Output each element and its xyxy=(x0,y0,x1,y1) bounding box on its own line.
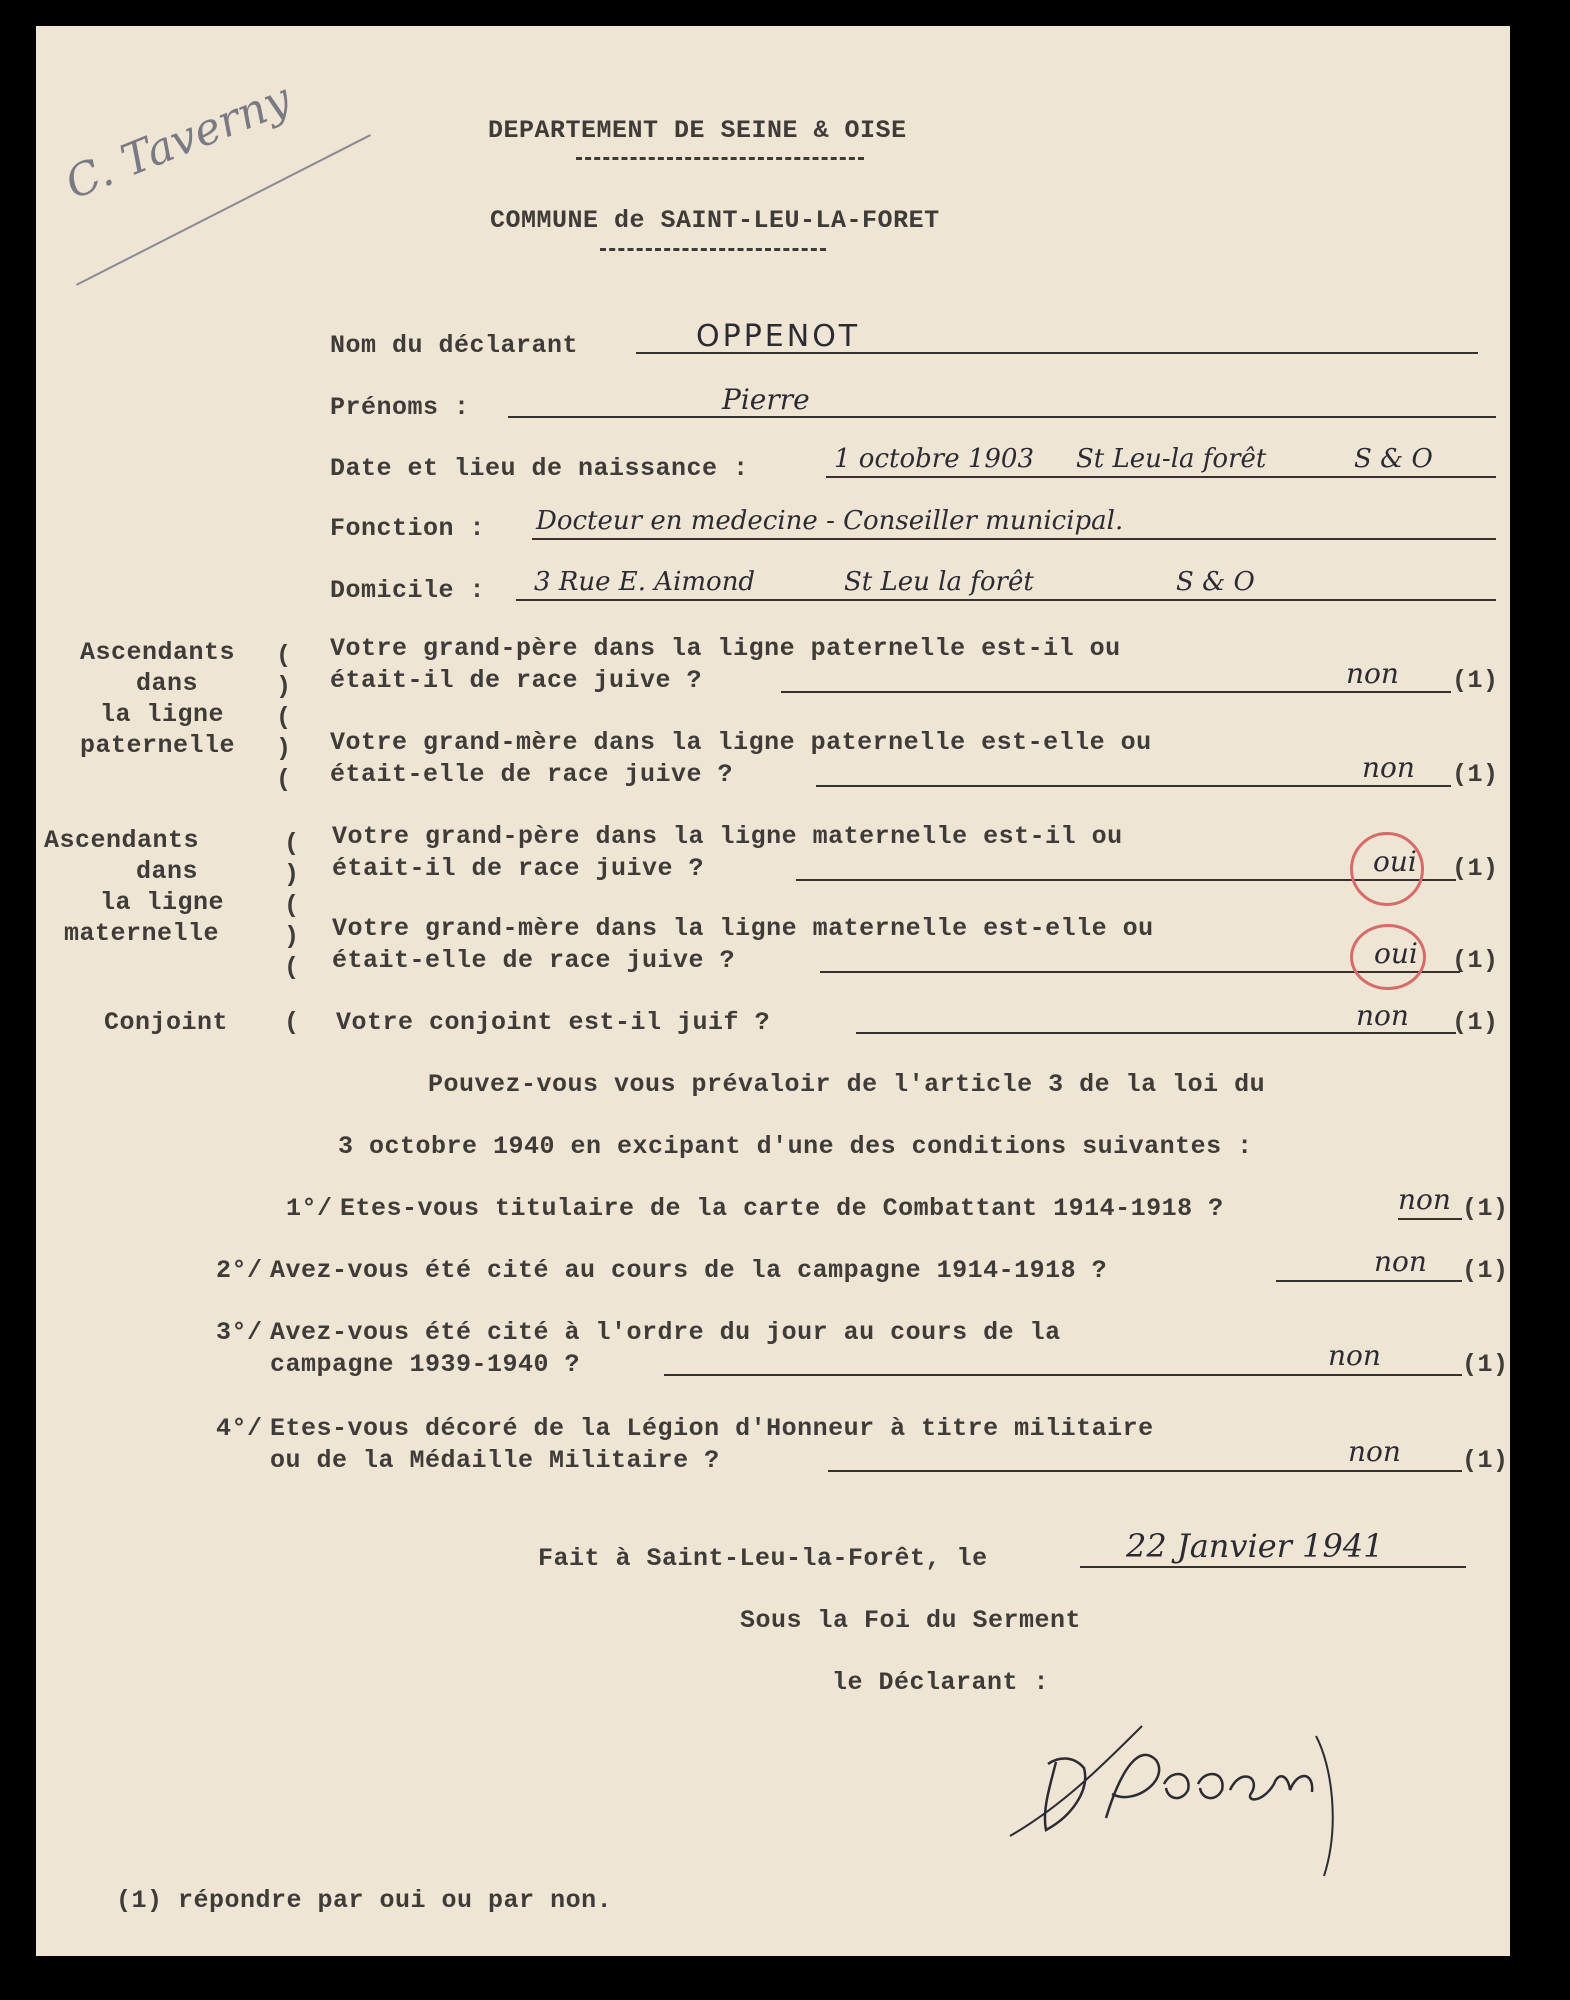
maternal-q2-answer: oui xyxy=(1374,937,1418,970)
footnote-ref: (1) xyxy=(1462,1194,1509,1223)
paternal-q2-line2: était-elle de race juive ? xyxy=(330,760,734,789)
domicile-label: Domicile : xyxy=(330,576,486,605)
naissance-date: 1 octobre 1903 xyxy=(834,444,1035,474)
footnote-ref: (1) xyxy=(1452,946,1499,975)
paternal-q1-answer: non xyxy=(1346,657,1399,690)
red-circle-mark xyxy=(1350,832,1424,906)
condition-4-question-line1: Etes-vous décoré de la Légion d'Honneur à titre militaire xyxy=(270,1414,1154,1443)
condition-3-question-line2: campagne 1939-1940 ? xyxy=(270,1350,581,1379)
domicile-adresse: 3 Rue E. Aimond xyxy=(534,567,756,597)
maternal-brace: ( ) ( ) ( xyxy=(284,829,300,982)
maternal-side-label-1: Ascendants xyxy=(44,826,200,855)
article-line-2: 3 octobre 1940 en excipant d'une des conditions suivantes : xyxy=(338,1132,1253,1161)
condition-1-question: Etes-vous titulaire de la carte de Combattant 1914-1918 ? xyxy=(340,1194,1224,1223)
maternal-side-label-3: la ligne xyxy=(100,888,225,917)
footnote-ref: (1) xyxy=(1452,760,1499,789)
maternal-side-label-2: dans xyxy=(136,857,199,886)
maternal-side-label-4: maternelle xyxy=(64,919,220,948)
paternal-brace: ( ) ( ) ( xyxy=(276,641,292,794)
serment-text: Sous la Foi du Serment xyxy=(740,1606,1082,1635)
condition-4-number: 4°/ xyxy=(216,1414,263,1443)
condition-3-answer: non xyxy=(1328,1339,1381,1372)
conjoint-side-label: Conjoint xyxy=(104,1008,229,1037)
fonction-line xyxy=(532,538,1496,540)
paternal-q1-line2: était-il de race juive ? xyxy=(330,666,703,695)
department-heading: DEPARTEMENT DE SEINE & OISE xyxy=(488,116,907,145)
prenoms-value: Pierre xyxy=(722,383,810,416)
condition-3-question-line1: Avez-vous été cité à l'ordre du jour au cours de la xyxy=(270,1318,1061,1347)
paternal-q1-line xyxy=(781,691,1451,693)
document-sheet xyxy=(36,26,1510,1956)
naissance-dept: S & O xyxy=(1354,444,1433,474)
condition-2-answer: non xyxy=(1374,1245,1427,1278)
paternal-q1-line1: Votre grand-père dans la ligne paternelle est-il ou xyxy=(330,634,1121,663)
condition-4-question-line2: ou de la Médaille Militaire ? xyxy=(270,1446,720,1475)
condition-2-line xyxy=(1276,1280,1462,1282)
domicile-ville: St Leu la forêt xyxy=(844,567,1034,597)
domicile-dept: S & O xyxy=(1176,567,1255,597)
paternal-side-label-4: paternelle xyxy=(80,731,236,760)
maternal-q1-line1: Votre grand-père dans la ligne maternelle est-il ou xyxy=(332,822,1123,851)
paternal-side-label-2: dans xyxy=(136,669,199,698)
maternal-q1-answer: oui xyxy=(1373,845,1417,878)
paternal-q2-line1: Votre grand-mère dans la ligne paternelle est-elle ou xyxy=(330,728,1152,757)
red-circle-mark xyxy=(1350,924,1426,990)
date-value: 22 Janvier 1941 xyxy=(1126,1527,1384,1565)
conjoint-brace: ( xyxy=(284,1008,300,1037)
condition-1-line xyxy=(1398,1218,1462,1220)
condition-2-number: 2°/ xyxy=(216,1256,263,1285)
prenoms-line xyxy=(508,416,1496,418)
footnote-ref: (1) xyxy=(1462,1256,1509,1285)
prenoms-label: Prénoms : xyxy=(330,393,470,422)
paternal-side-label-3: la ligne xyxy=(100,700,225,729)
commune-heading: COMMUNE de SAINT-LEU-LA-FORET xyxy=(490,206,940,235)
article-line-1: Pouvez-vous vous prévaloir de l'article 3 de la loi du xyxy=(428,1070,1266,1099)
condition-3-line xyxy=(664,1374,1462,1376)
nom-label: Nom du déclarant xyxy=(330,331,579,360)
condition-1-answer: non xyxy=(1398,1183,1451,1216)
paternal-q2-line xyxy=(816,785,1451,787)
signature xyxy=(1002,1706,1432,1886)
paternal-side-label-1: Ascendants xyxy=(80,638,236,667)
date-line xyxy=(1080,1566,1466,1568)
condition-3-number: 3°/ xyxy=(216,1318,263,1347)
naissance-label: Date et lieu de naissance : xyxy=(330,454,749,483)
condition-1-number: 1°/ xyxy=(286,1194,333,1223)
condition-4-line xyxy=(828,1470,1462,1472)
fonction-value: Docteur en medecine - Conseiller municipal. xyxy=(536,506,1124,536)
nom-value: OPPENOT xyxy=(696,319,861,354)
conjoint-line xyxy=(856,1032,1456,1034)
footnote-ref: (1) xyxy=(1462,1446,1509,1475)
naissance-lieu: St Leu-la forêt xyxy=(1076,444,1267,474)
heading-underline xyxy=(576,157,864,160)
naissance-line xyxy=(826,476,1496,478)
footnote-ref: (1) xyxy=(1452,666,1499,695)
maternal-q2-line1: Votre grand-mère dans la ligne maternelle est-elle ou xyxy=(332,914,1154,943)
declarant-label: le Déclarant : xyxy=(832,1668,1050,1697)
fonction-label: Fonction : xyxy=(330,514,486,543)
commune-underline xyxy=(600,248,826,251)
signature-drawing xyxy=(1002,1706,1432,1886)
footnote-ref: (1) xyxy=(1452,854,1499,883)
footnote: (1) répondre par oui ou par non. xyxy=(116,1886,613,1915)
paternal-q2-answer: non xyxy=(1362,751,1415,784)
maternal-q2-line2: était-elle de race juive ? xyxy=(332,946,736,975)
footnote-ref: (1) xyxy=(1452,1008,1499,1037)
footnote-ref: (1) xyxy=(1462,1350,1509,1379)
domicile-line xyxy=(516,599,1496,601)
conjoint-answer: non xyxy=(1356,999,1409,1032)
conjoint-question: Votre conjoint est-il juif ? xyxy=(336,1008,771,1037)
condition-4-answer: non xyxy=(1348,1435,1401,1468)
condition-2-question: Avez-vous été cité au cours de la campagne 1914-1918 ? xyxy=(270,1256,1108,1285)
margin-note: C. Taverny xyxy=(58,73,298,210)
fait-label: Fait à Saint-Leu-la-Forêt, le xyxy=(538,1544,988,1573)
maternal-q1-line2: était-il de race juive ? xyxy=(332,854,705,883)
